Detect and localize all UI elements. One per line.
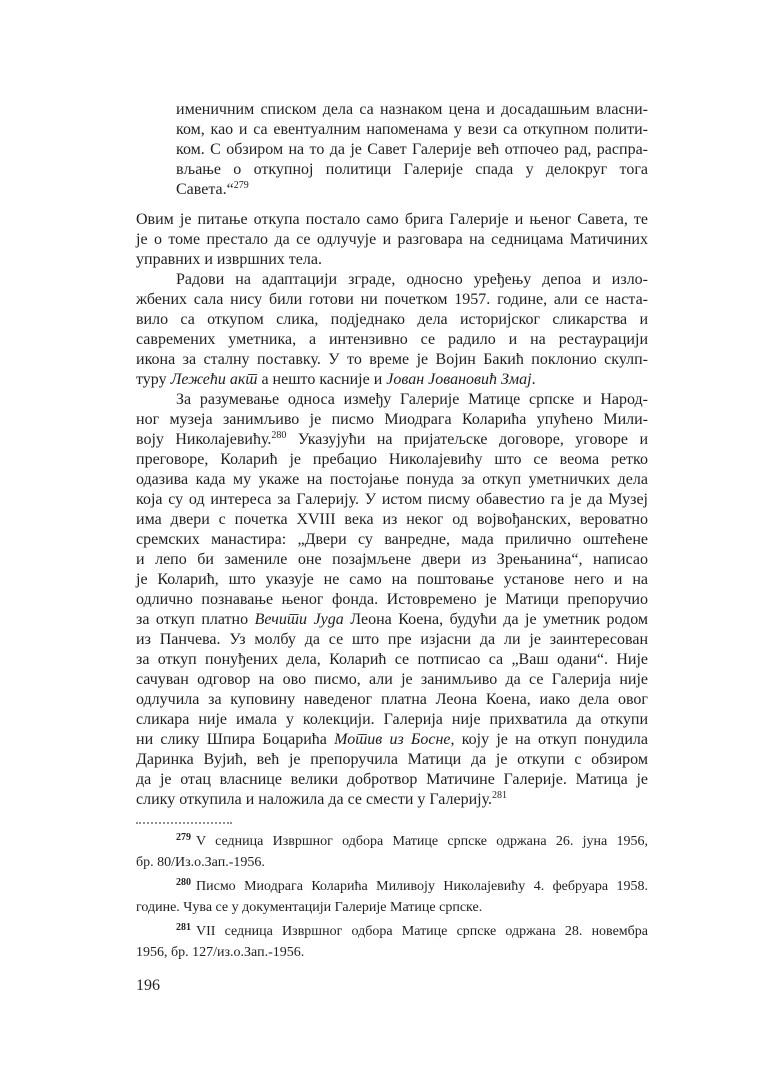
text-line — [136, 350, 648, 370]
text-run: вљање о откупној политици Галерије спада у делокруг тога Савета.“ — [176, 161, 648, 198]
text-run: , коју је на откуп понудила — [450, 731, 648, 748]
text-line — [136, 450, 648, 470]
text-line — [136, 670, 648, 690]
text-line — [136, 250, 648, 270]
text-line — [136, 770, 648, 790]
text-run: бр. 80/Из.о.Зап.-1956. — [136, 855, 265, 870]
text-run: 1956, бр. 127/из.о.Зап.-1956. — [136, 945, 305, 960]
text-run: вило са откупом слика, подједнако дела историјског сликарства и — [136, 311, 648, 328]
text-line — [136, 330, 648, 350]
text-run: сликара није имала у колекцији. Галерија није прихватила да откупи — [136, 711, 648, 728]
text-line — [136, 730, 648, 750]
text-run: Леона Коена, будући да је уметник родом — [343, 611, 649, 628]
text-run: слику откупила и наложила да се смести у Галерију. — [136, 791, 492, 808]
text-run: Указујући на пријатељске договоре, уговоре и — [286, 431, 649, 448]
text-line — [136, 270, 648, 290]
text-line — [136, 876, 648, 897]
text-line — [176, 160, 648, 200]
footnote-reference: 281 — [492, 790, 507, 801]
text-run: и лепо би замениле оне позајмљене двери из Зрењанина“, написао — [136, 551, 648, 568]
footnote-marker: 280 — [176, 877, 191, 888]
text-line — [136, 690, 648, 710]
text-line — [136, 790, 648, 810]
footnote-reference: 279 — [233, 180, 249, 191]
text-line — [136, 310, 648, 330]
text-line — [136, 410, 648, 430]
text-run: Овим је питање откупа постало само брига Галерије и њеног Савета, те — [136, 211, 648, 228]
page-number: 196 — [136, 977, 160, 994]
text-run: је Коларић, што указује не само на поштовање установе него и на — [136, 571, 648, 588]
text-line — [136, 510, 648, 530]
text-line — [176, 140, 648, 160]
text-run: преговоре, Коларић је пребацио Николајевићу што се веома ретко — [136, 451, 648, 468]
paragraph — [136, 390, 648, 810]
text-line — [136, 210, 648, 230]
footnote-reference: 280 — [271, 430, 287, 441]
text-run: године. Чува се у документацији Галерије Матице српске. — [136, 900, 483, 915]
text-run: Вечити Јуда — [254, 611, 344, 628]
text-run: именичним списком дела са назнаком цена и досадашњим власни- — [176, 101, 648, 118]
text-run: одлично познавање њеног фонда. Истовремено је Матици препоручио — [136, 591, 648, 608]
text-run: икона за сталну поставку. У то време је Војин Бакић поклонио скулп- — [136, 351, 648, 368]
text-line — [136, 921, 648, 942]
footnote-marker: 279 — [176, 832, 191, 843]
text-line — [136, 230, 648, 250]
text-line — [136, 942, 648, 963]
text-line — [136, 370, 648, 390]
text-line — [136, 590, 648, 610]
text-line — [136, 650, 648, 670]
text-line — [136, 470, 648, 490]
text-line — [136, 570, 648, 590]
text-run: Радови на адаптацији зграде, односно уређењу депоа и изло- — [176, 271, 648, 288]
text-line — [136, 290, 648, 310]
text-run: Мотив из Босне — [334, 731, 451, 748]
text-line — [136, 430, 648, 450]
text-line — [136, 710, 648, 730]
footnote — [136, 921, 648, 963]
text-run: за откуп платно — [136, 611, 255, 628]
text-line — [136, 852, 648, 873]
text-run: ни слику Шпира Боцарића — [136, 731, 335, 748]
text-run: одлучила за куповину наведеног платна Леона Коена, иако дела овог — [136, 691, 648, 708]
blockquote — [176, 100, 648, 200]
text-run: за откуп понуђених дела, Коларић се потписао са „Ваш одани“. Није — [136, 651, 648, 668]
text-run: која су од интереса за Галерију. У истом писму обавестио га је да Музеј — [136, 491, 648, 508]
text-run: Даринка Вујић, већ је препоручила Матици да је откупи с обзиром — [136, 751, 648, 768]
text-run: савремених уметника, а интензивно се радило и на рестаурацији — [136, 331, 648, 348]
text-run: VII седница Извршног одбора Матице српске одржана 28. новембра — [196, 924, 648, 939]
text-line — [136, 530, 648, 550]
paragraph — [136, 270, 648, 390]
footnotes-section — [136, 831, 648, 963]
text-run: да је отац власнице велики добротвор Матичине Галерије. Матица је — [136, 771, 648, 788]
text-run: туру — [136, 371, 171, 388]
text-line — [136, 390, 648, 410]
text-run: управних и извршних тела. — [136, 251, 322, 268]
text-run: ком, као и са евентуалним напоменама у вези са откупном полити- — [176, 121, 648, 138]
text-run: ком. С обзиром на то да је Савет Галерије већ отпочео рад, распра- — [176, 141, 648, 158]
text-line — [136, 630, 648, 650]
footnote-separator — [136, 822, 232, 824]
text-run: Лежећи акт — [170, 371, 258, 388]
text-column — [136, 100, 648, 995]
text-run: Писмо Миодрага Коларића Миливоју Николајевићу 4. фебруара 1958. — [196, 879, 648, 894]
text-run: сремских манастира: „Двери су ванредне, мада прилично оштећене — [136, 531, 648, 548]
text-run: сачуван одговор на ово писмо, али је занимљиво да се Галерија није — [136, 671, 648, 688]
text-line — [136, 831, 648, 852]
body-text — [136, 100, 648, 810]
text-run: из Панчева. Уз молбу да се што пре изјасни да ли је заинтересован — [136, 631, 648, 648]
text-line — [136, 550, 648, 570]
footnote — [136, 831, 648, 873]
text-run: је о томе престало да се одлучује и разговара на седницама Матичиних — [136, 231, 648, 248]
text-run: ног музеја занимљиво је писмо Миодрага Коларића упућено Мили- — [136, 411, 648, 428]
text-line — [176, 100, 648, 120]
text-run: . — [531, 371, 536, 388]
paragraph — [136, 210, 648, 270]
footnote — [136, 876, 648, 918]
text-line — [136, 610, 648, 630]
footnote-marker: 281 — [176, 922, 191, 933]
text-run: Јован Јовановић Змај — [386, 371, 532, 388]
text-run: а нешто касније и — [257, 371, 387, 388]
text-line — [136, 750, 648, 770]
text-run: воју Николајевићу. — [136, 431, 272, 448]
text-line — [136, 897, 648, 918]
text-line — [176, 120, 648, 140]
text-run: има двери с почетка XVIII века из неког од војвођанских, вероватно — [136, 511, 648, 528]
text-run: одазива када му укаже на постојање понуда за откуп уметничких дела — [136, 471, 648, 488]
text-run: жбених сала нису били готови ни почетком 1957. године, али се наста- — [136, 291, 648, 308]
text-line — [136, 490, 648, 510]
text-run: V седница Извршног одбора Матице српске одржана 26. јуна 1956, — [196, 834, 648, 849]
text-run: За разумевање односа између Галерије Матице српске и Народ- — [176, 391, 648, 408]
